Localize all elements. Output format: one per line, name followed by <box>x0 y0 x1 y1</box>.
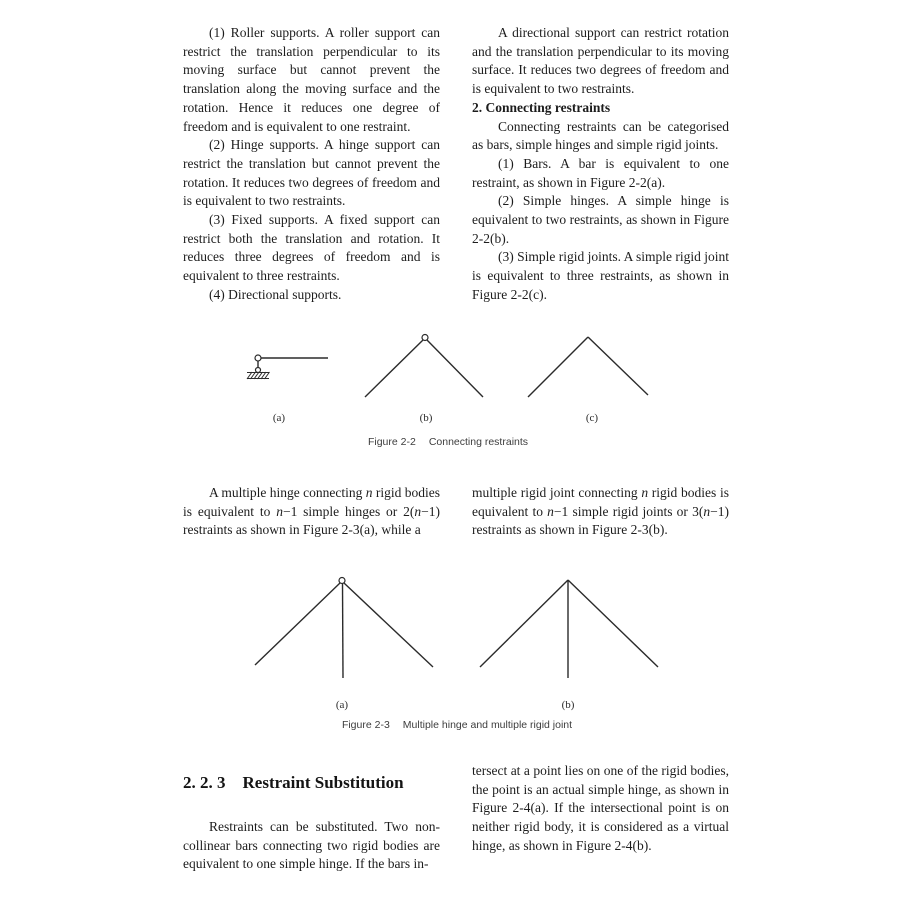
paragraph-hinge-supports: (2) Hinge supports. A hinge support can restrict the translation but cannot prevent the rotation. It reduces two degrees of freedom and is equivalent to two restraints. <box>183 137 440 209</box>
figure-2-2-diagram <box>180 322 740 407</box>
figure-2-2-label-b: (b) <box>419 412 433 424</box>
hinge-circle <box>339 578 345 584</box>
figure-2-3-caption-text: Multiple hinge and multiple rigid joint <box>402 719 573 731</box>
figure-2-3-label-b: (b) <box>561 699 575 711</box>
figure-2-2-panel-a-bar <box>247 355 328 379</box>
paragraph-substitution-right: tersect at a point lies on one of the rigid bodies, the point is an actual simple hinge, as shown in Figure 2-4(a). If the intersectional point is on neither rigid body, it is considered as a virtual hinge, as shown in Figure 2-4(b). <box>472 763 729 853</box>
figure-2-2-panel-c-rigid-joint <box>528 337 648 397</box>
subheading-connecting-restraints: 2. Connecting restraints <box>472 99 611 115</box>
left-column-multiple-hinge <box>183 484 440 540</box>
section-number: 2. 2. 3 <box>183 773 226 792</box>
figure-2-3-caption <box>177 719 737 731</box>
paragraph-multiple-hinge: A multiple hinge connecting n rigid bodies is equivalent to n−1 simple hinges or 2(n−1) restraints as shown in Figure 2-3(a), while a <box>183 485 440 538</box>
figure-2-3-label-a: (a) <box>335 699 349 711</box>
hinge-circle <box>256 368 261 373</box>
hinge-circle <box>422 335 428 341</box>
paragraph-directional-detail: A directional support can restrict rotation and the translation perpendicular to its moving surface. It reduces two degrees of freedom and is equivalent to two restraints. <box>472 25 729 97</box>
paragraph-simple-hinges: (2) Simple hinges. A simple hinge is equivalent to two restraints, as shown in Figure 2-2(b). <box>472 193 729 246</box>
paragraph-directional-supports: (4) Directional supports. <box>209 286 342 302</box>
left-column-supports <box>183 24 440 305</box>
figure-2-2-caption-text: Connecting restraints <box>428 436 529 448</box>
paragraph-restraints-intro: Connecting restraints can be categorised as bars, simple hinges and simple rigid joints. <box>472 118 729 153</box>
figure-2-3-diagram <box>200 572 700 684</box>
right-column-substitution <box>472 762 729 856</box>
figure-2-2-caption <box>168 436 728 448</box>
right-column-multiple-rigid-joint <box>472 484 729 540</box>
hinge-circle <box>255 355 261 361</box>
paragraph-simple-rigid-joints: (3) Simple rigid joints. A simple rigid joint is equivalent to three restraints, as shown in Figure 2-2(c). <box>472 249 730 302</box>
figure-2-2-label-c: (c) <box>585 412 599 424</box>
right-column-restraints <box>472 24 729 305</box>
left-column-substitution <box>183 818 440 874</box>
figure-2-2-caption-number: Figure 2-2 <box>367 436 416 448</box>
paragraph-bars: (1) Bars. A bar is equivalent to one restraint, as shown in Figure 2-2(a). <box>472 155 729 190</box>
paragraph-substitution-left: Restraints can be substituted. Two non-collinear bars connecting two rigid bodies are equivalent to one simple hinge. If the bars in- <box>183 819 440 872</box>
paragraph-roller-supports: (1) Roller supports. A roller support can restrict the translation perpendicular to its moving surface but cannot prevent the translation along the moving surface and the rotation. Hence it reduces one degree of freedom and is equivalent to one restraint. <box>183 25 440 134</box>
section-heading-restraint-substitution <box>183 773 404 793</box>
figure-2-3-panel-a-multiple-hinge <box>255 578 433 679</box>
paragraph-fixed-supports: (3) Fixed supports. A fixed support can restrict both the translation and rotation. It reduces three degrees of freedom and is equivalent to three restraints. <box>183 212 440 284</box>
section-title: Restraint Substitution <box>242 773 404 792</box>
figure-2-2-label-a: (a) <box>272 412 286 424</box>
figure-2-3-panel-b-multiple-rigid-joint <box>480 580 658 678</box>
paragraph-multiple-rigid-joint: multiple rigid joint connecting n rigid bodies is equivalent to n−1 simple rigid joints or 3(n−1) restraints as shown in Figure 2-3(b). <box>472 485 729 538</box>
figure-2-3-caption-number: Figure 2-3 <box>341 719 390 731</box>
figure-2-2-panel-b-simple-hinge <box>365 335 483 398</box>
